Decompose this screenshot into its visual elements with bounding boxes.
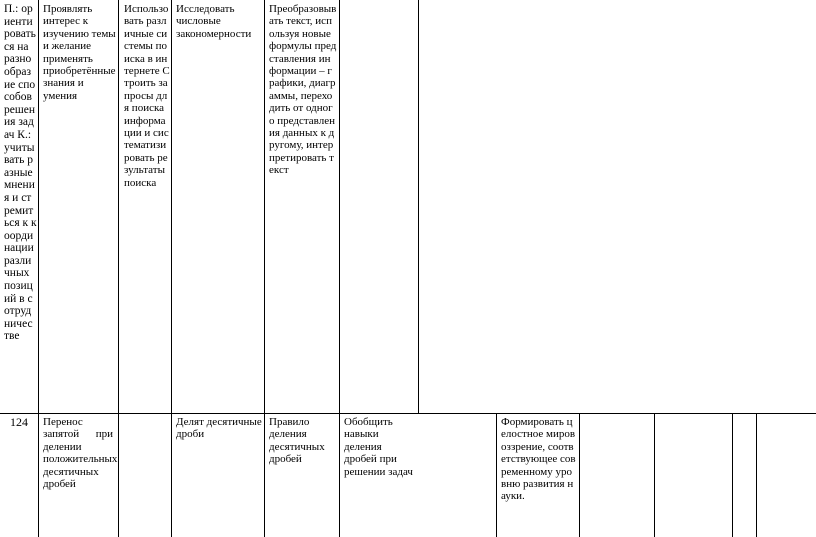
column-divider [732,413,733,537]
cell-cognitive-communicative: П.: ориентироваться на разнообразие способов решения задач К.: учитывать разные мнения и стремиться к координации различных позиций в сотрудничестве [4,3,37,343]
column-divider [756,413,757,537]
column-divider [339,0,340,537]
cell-ict-competence: Использовать различные системы поиска в интернете Строить запросы для поиска информации и систематизировать результаты поиска [124,3,170,189]
column-divider [418,0,419,414]
column-divider [118,0,119,537]
column-divider [171,0,172,537]
row-divider [0,413,816,414]
lesson-rule: Правило деления десятичных дробей [269,416,325,466]
column-divider [654,413,655,537]
lesson-topic: Перенос запятой при делении положительных десятичных дробей [43,416,118,491]
worldview-goal: Формировать целостное мировоззрение, соответствующее современному уровню развития науки. [501,416,576,503]
cell-research-activity: Исследовать числовые закономерности [176,3,252,40]
lesson-goal: Обобщить навыки деления дробей при решении задач [344,416,413,478]
column-divider [496,413,497,537]
student-activity: Делят десятичные дроби [176,416,262,441]
column-divider [38,0,39,537]
column-divider [579,413,580,537]
column-divider [264,0,265,537]
cell-personal-results: Проявлять интерес к изучению темы и желание применять приобретённые знания и умения [43,3,116,102]
cell-text-transformation: Преобразовывать текст, используя новые формулы представления информации – графики, диаграммы, переходить от одного представления данных к другому, интерпретировать текст [269,3,337,177]
lesson-number: 124 [10,415,28,429]
